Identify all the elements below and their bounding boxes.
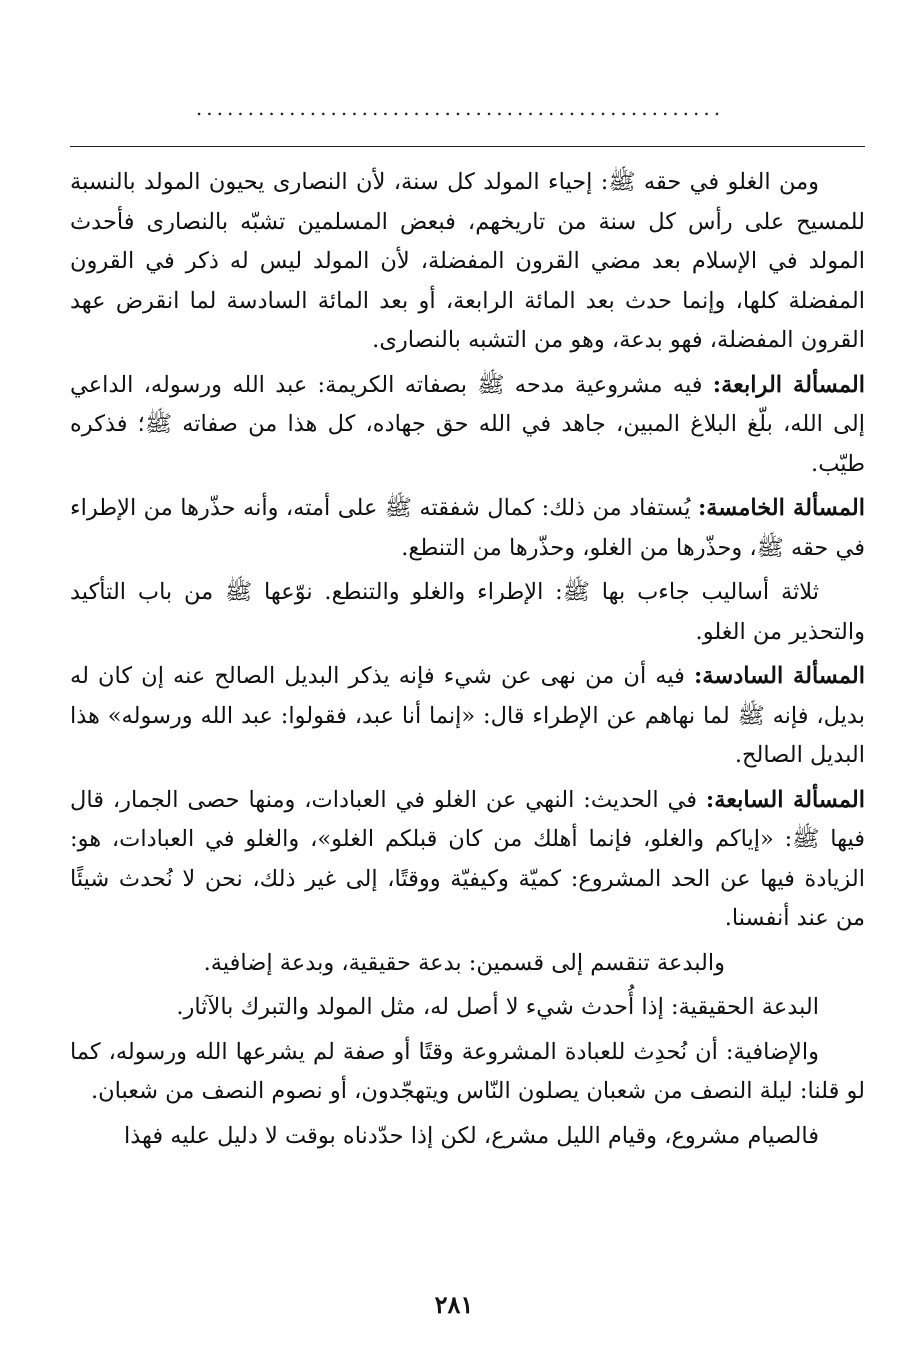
question-4 — [70, 366, 865, 485]
question-6-heading: المسألة السادسة: — [693, 663, 865, 689]
question-4-text: فيه مشروعية مدحه ﷺ بصفاته الكريمة: عبد الله ورسوله، الداعي إلى الله، بلّغ البلاغ المبين، جاهد في الله حق جهاده، كل هذا من صفاته ﷺ؛ فذكره طيّب. — [70, 371, 865, 477]
paragraph-bida-added: والإضافية: أن نُحدِث للعبادة المشروعة وقتًا أو صفة لم يشرعها الله ورسوله، كما لو قلنا: ليلة النصف من شعبان يصلون النّاس ويتهجّدون، أو نصوم النصف من شعبان. — [70, 1038, 865, 1104]
paragraph-bida-real: البدعة الحقيقية: إذا أُحدث شيء لا أصل له، مثل المولد والتبرك بالآثار. — [176, 994, 819, 1020]
question-6 — [70, 657, 865, 776]
page-body — [70, 163, 865, 1161]
paragraph-three-styles: ثلاثة أساليب جاءب بها ﷺ: الإطراء والغلو والتنطع. نوّعها ﷺ من باب التأكيد والتحذير من الغلو. — [70, 579, 865, 645]
question-4-heading: المسألة الرابعة: — [712, 371, 865, 398]
question-5-heading: المسألة الخامسة: — [697, 495, 865, 521]
question-6-text: فيه أن من نهى عن شيء فإنه يذكر البديل الصالح عنه إن كان له بديل، فإنه ﷺ لما نهاهم عن الإطراء قال: «إنما أنا عبد، فقولوا: عبد الله ورسوله» هذا البديل الصالح. — [70, 663, 865, 768]
question-7-text: في الحديث: النهي عن الغلو في العبادات، ومنها حصى الجمار، قال فيها ﷺ: «إياكم والغلو، فإنما أهلك من كان قبلكم الغلو»، والغلو في العبادات، هو: الزيادة فيها عن الحد المشروع: كميّة وكيفيّة ووقتًا، إلى غير ذلك، نحن لا نُحدث شيئًا من عند أنفسنا. — [70, 786, 865, 931]
question-5 — [70, 489, 865, 568]
question-5-text: يُستفاد من ذلك: كمال شفقته ﷺ على أمته، وأنه حذّرها من الإطراء في حقه ﷺ، وحذّرها من الغلو، وحذّرها من التنطع. — [70, 495, 865, 561]
horizontal-rule — [70, 146, 865, 147]
page-number: ٢٨١ — [434, 1290, 474, 1319]
dotted-separator: ................................................... — [195, 96, 725, 120]
paragraph-last: فالصيام مشروع، وقيام الليل مشرع، لكن إذا حدّدناه بوقت لا دليل عليه فهذا — [123, 1122, 819, 1149]
paragraph-bida-types: والبدعة تنقسم إلى قسمين: بدعة حقيقية، وبدعة إضافية. — [203, 949, 725, 976]
question-7 — [70, 781, 865, 939]
question-7-heading: المسألة السابعة: — [705, 786, 865, 813]
paragraph-mawlid: ومن الغلو في حقه ﷺ: إحياء المولد كل سنة، لأن النصارى يحيون المولد بالنسبة للمسيح على رأس كل سنة من تاريخهم، فبعض المسلمين تشبّه بالنصارى فأحدث المولد في الإسلام بعد مضي القرون المفضلة، لأن المولد ليس له ذكر في القرون المفضلة كلها، وإنما حدث بعد المائة الرابعة، أو بعد المائة السادسة لما انقرض عهد القرون المفضلة، فهو بدعة، وهو من التشبه بالنصارى. — [70, 169, 865, 353]
